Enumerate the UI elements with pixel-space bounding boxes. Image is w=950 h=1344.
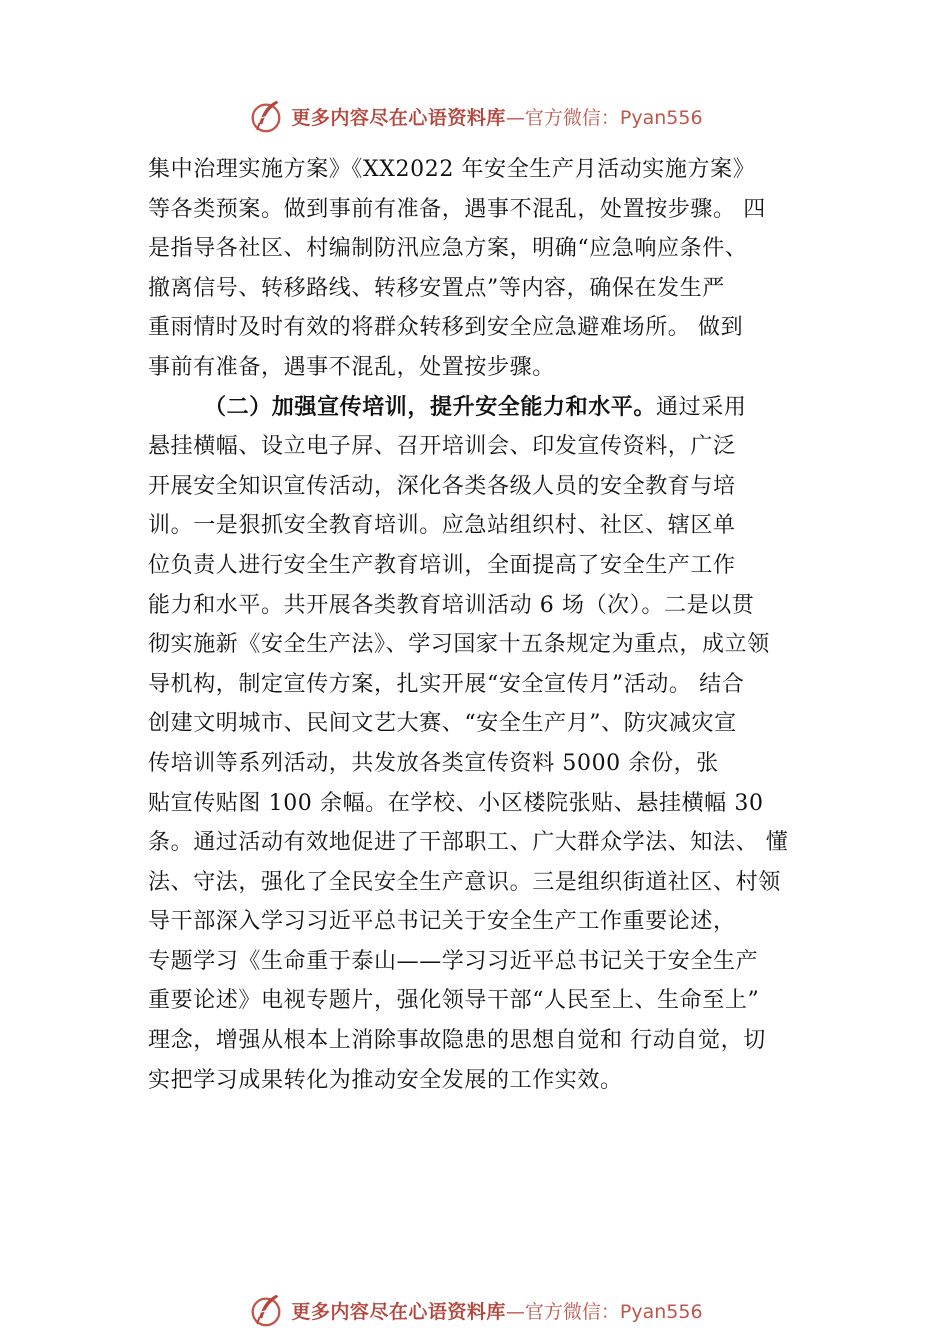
text-line: 开展安全知识宣传活动，深化各类各级人员的安全教育与培 [148,473,736,499]
text-line: 传培训等系列活动，共发放各类宣传资料 5000 余份，张 [148,750,719,776]
text-line: 训。一是狠抓安全教育培训。应急站组织村、社区、辖区单 [148,513,736,539]
text-line: 导干部深入学习习近平总书记关于安全生产工作重要论述， [148,909,736,935]
text-line: 事前有准备，遇事不混乱，处置按步骤。 [148,354,555,380]
text-line: 实把学习成果转化为推动安全发展的工作实效。 [148,1067,623,1093]
text-line: 能力和水平。共开展各类教育培训活动 6 场（次）。二是以贯 [148,592,755,618]
text-line: 专题学习《生命重于泰山——学习习近平总书记关于安全生产 [148,948,759,974]
text-line: 悬挂横幅、设立电子屏、召开培训会、印发宣传资料，广泛 [148,434,736,460]
document-body [148,150,838,1100]
text-line: 位负责人进行安全生产教育培训，全面提高了安全生产工作 [148,552,736,578]
text-line: 等各类预案。做到事前有准备，遇事不混乱，处置按步骤。 四 [148,196,766,222]
text-line: 是指导各社区、村编制防汛应急方案，明确“应急响应条件、 [148,236,748,262]
text-line: 重要论述》电视专题片，强化领导干部“人民至上、生命至上” [148,988,760,1014]
text-line: 贴宣传贴图 100 余幅。在学校、小区楼院张贴、悬挂横幅 30 [148,790,764,816]
header-subtitle: —官方微信：Pyan556 [505,106,703,129]
text-line: 集中治理实施方案》《XX2022 年安全生产月活动实施方案》 [148,157,756,182]
text-line: 创建文明城市、民间文艺大赛、“安全生产月”、防灾减灾宣 [148,711,737,737]
text-line: 彻实施新《安全生产法》、学习国家十五条规定为重点，成立领 [148,632,770,658]
quill-logo-icon [247,97,285,135]
text-line: 法、守法，强化了全民安全生产意识。三是组织街道社区、村领 [148,869,781,895]
footer-title: 更多内容尽在心语资料库 [291,1300,506,1323]
footer-subtitle: —官方微信：Pyan556 [505,1300,703,1323]
section-heading: （二）加强宣传培训，提升安全能力和水平。 [204,393,657,420]
header-title: 更多内容尽在心语资料库 [291,106,506,129]
header-banner [0,94,950,138]
text-run: 通过采用 [656,394,747,420]
quill-logo-icon [247,1291,285,1329]
section-heading-line [148,388,838,428]
text-line: 导机构，制定宣传方案，扎实开展“安全宣传月”活动。 结合 [148,671,745,697]
text-line: 重雨情时及时有效的将群众转移到安全应急避难场所。 做到 [148,315,744,341]
text-line: 条。通过活动有效地促进了干部职工、广大群众学法、知法、 懂 [148,830,789,856]
footer-banner [0,1288,950,1332]
text-line: 理念，增强从根本上消除事故隐患的思想自觉和 行动自觉，切 [148,1028,766,1054]
text-line: 撤离信号、转移路线、转移安置点”等内容，确保在发生严 [148,275,725,301]
